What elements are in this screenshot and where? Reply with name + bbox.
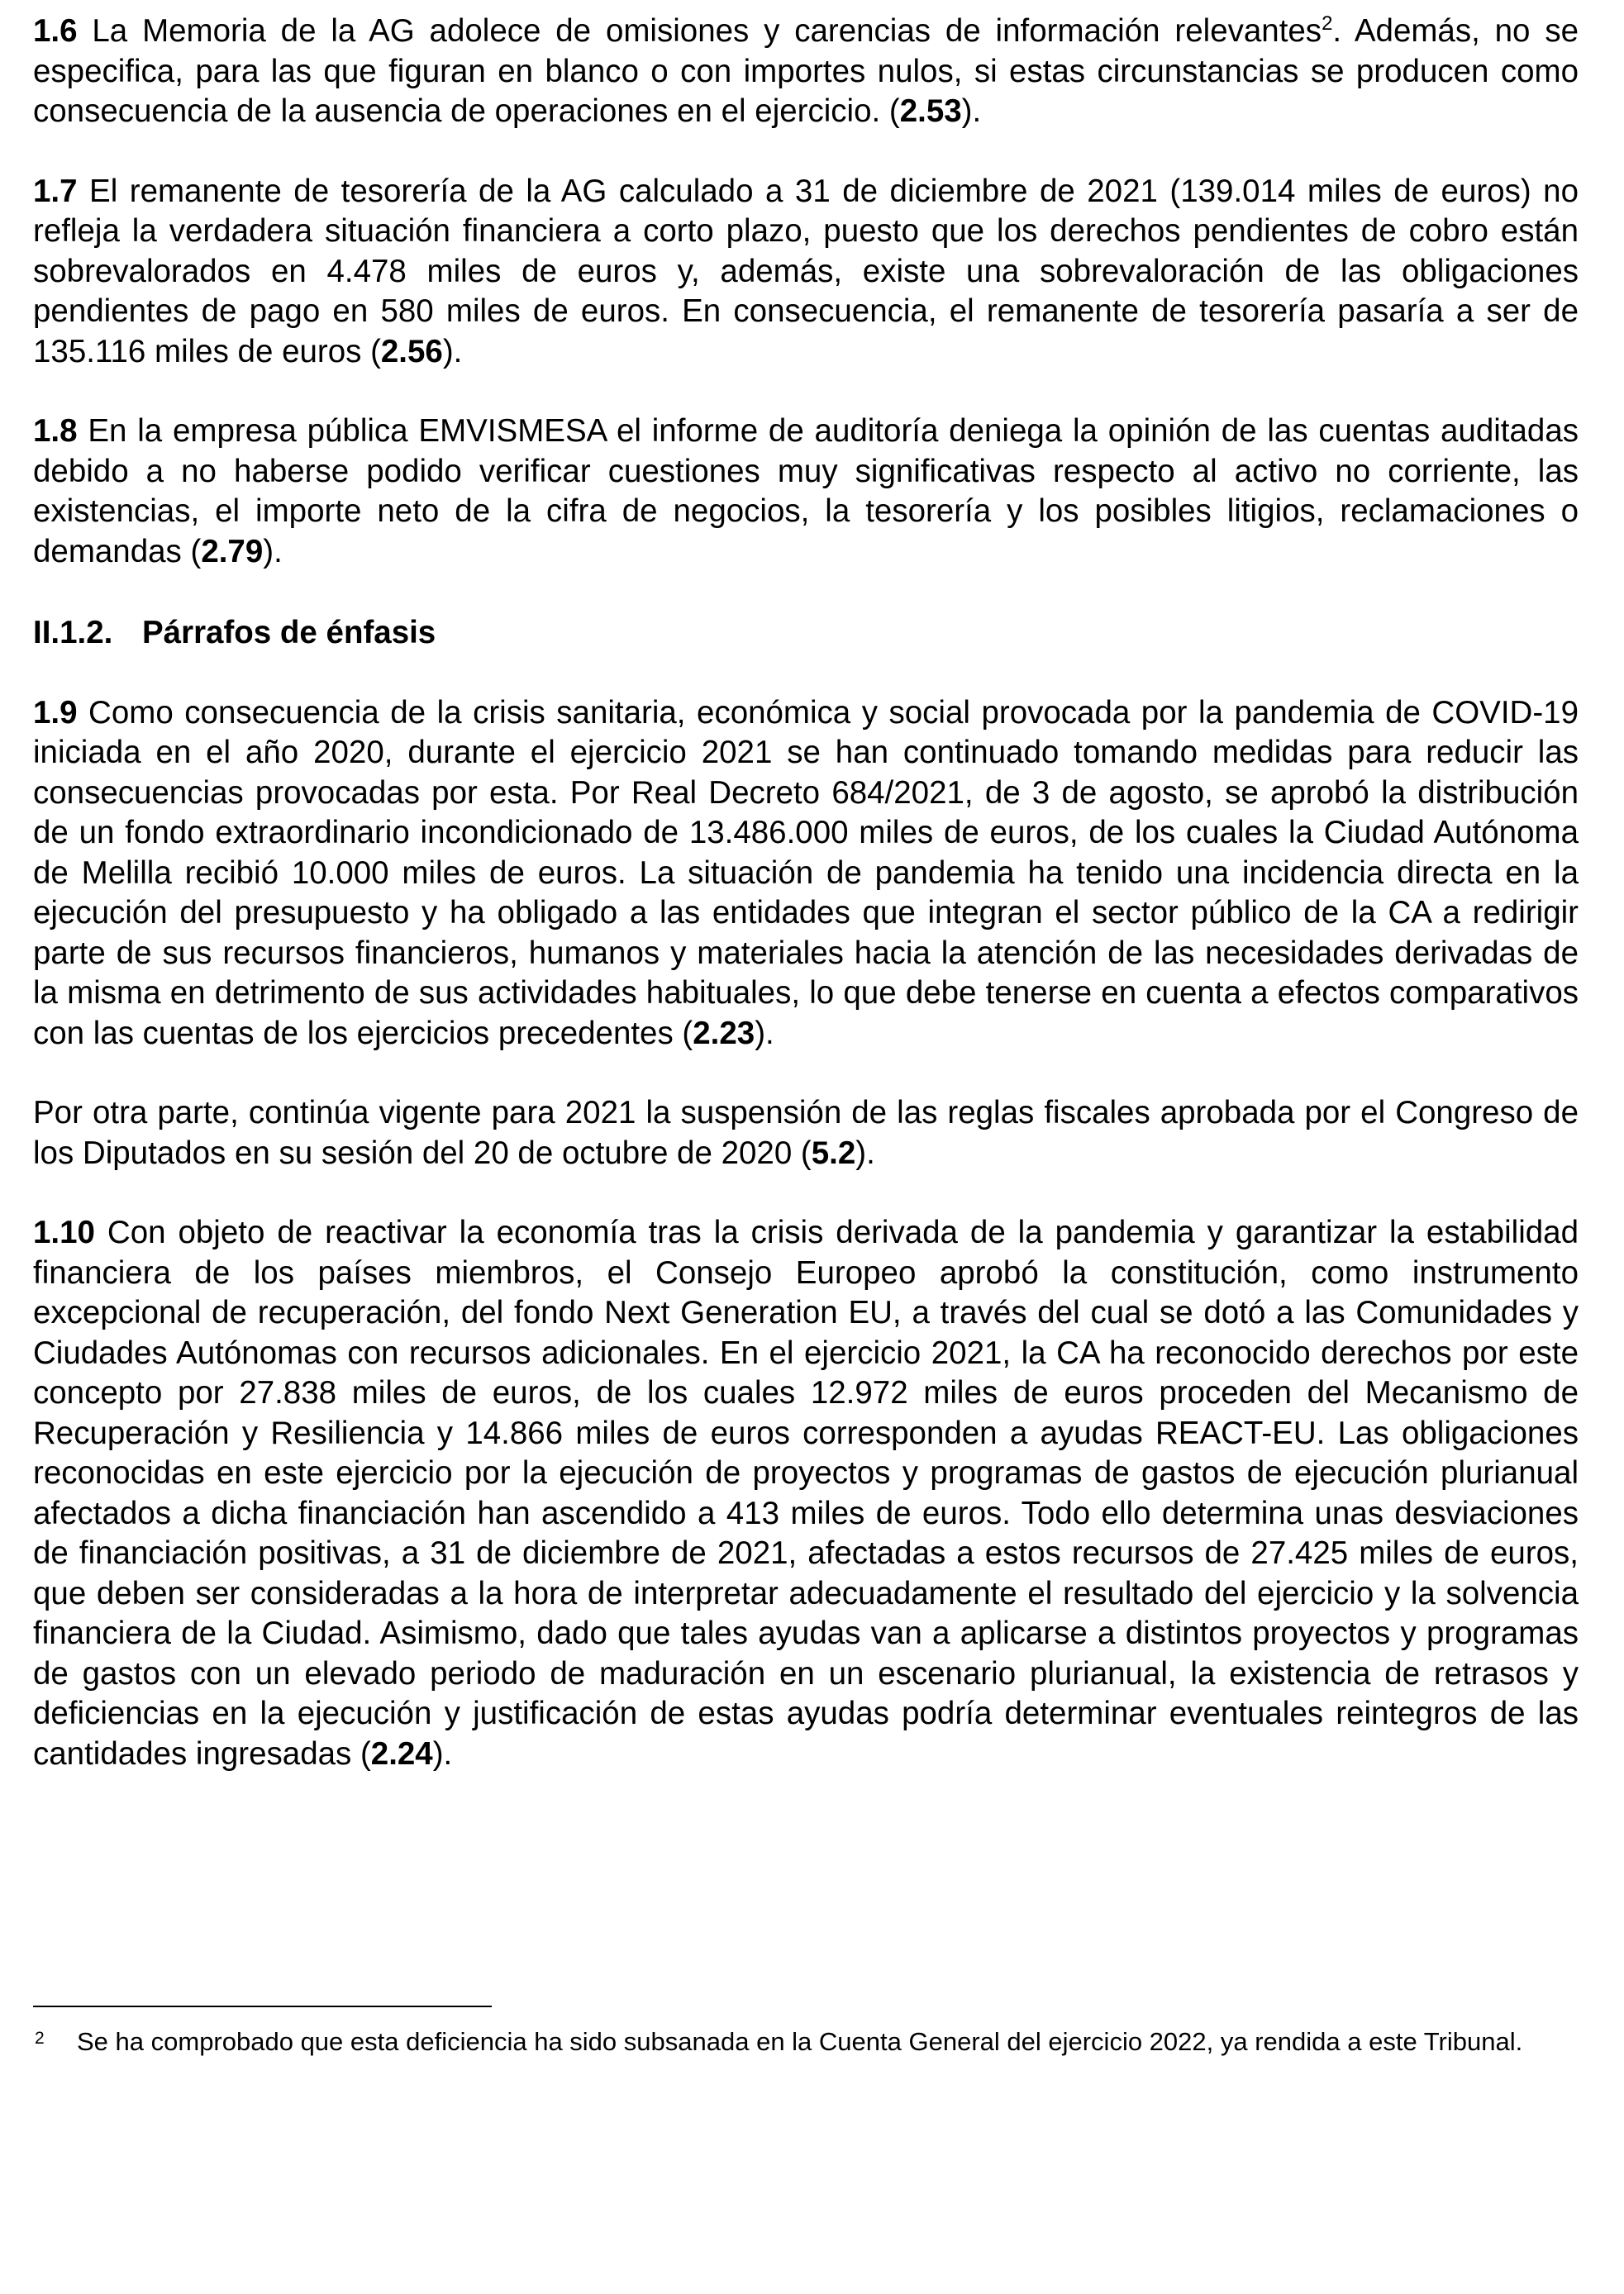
footnote [33,2025,1579,2058]
paragraph-text: La Memoria de la AG adolece de omisiones y carencias de información relevantes [77,13,1322,49]
section-title: Párrafos de énfasis [142,615,436,650]
paragraph-end: ). [755,1015,774,1051]
paragraph-text-continued: . Además, no se especifica, para las que figuran en blanco o con importes nulos, si estas circunstancias se producen como consecuencia de la ausencia de operaciones en el ejercicio. ( [33,13,1579,129]
cross-reference: 2.56 [380,333,443,369]
cross-reference: 2.23 [693,1015,755,1051]
paragraph-number: 1.10 [33,1215,95,1250]
paragraph-end: ). [855,1135,875,1171]
paragraph-end: ). [961,93,982,129]
paragraph-text: Con objeto de reactivar la economía tras la crisis derivada de la pandemia y garantizar la estabilidad financiera de los países miembros, el Consejo Europeo aprobó la constitución, como instrumento excepcional de recuperación, del fondo Next Generation EU, a través del cual se dotó a las Comunidades y Ciudades Autónomas con recursos adicionales. En el ejercicio 2021, la CA ha reconocido derechos por este concepto por 27.838 miles de euros, de los cuales 12.972 miles de euros proceden del Mecanismo de Recuperación y Resiliencia y 14.866 miles de euros corresponden a ayudas REACT-EU. Las obligaciones reconocidas en este ejercicio por la ejecución de proyectos y programas de gastos de ejecución plurianual afectados a dicha financiación han ascendido a 413 miles de euros. Todo ello determina unas desviaciones de financiación positivas, a 31 de diciembre de 2021, afectadas a estos recursos de 27.425 miles de euros, que deben ser consideradas a la hora de interpretar adecuadamente el resultado del ejercicio y la solvencia financiera de la Ciudad. Asimismo, dado que tales ayudas van a aplicarse a distintos proyectos y programas de gastos con un elevado periodo de maduración en un escenario plurianual, la existencia de retrasos y deficiencias en la ejecución y justificación de estas ayudas podría determinar eventuales reintegros de las cantidades ingresadas ( [33,1215,1579,1772]
footnote-mark: 2 [35,2029,45,2048]
paragraph-number: 1.6 [33,13,78,49]
footnote-reference[interactable]: 2 [1322,12,1333,36]
cross-reference: 2.24 [370,1735,433,1772]
paragraph-1-8 [33,412,1579,572]
cross-reference: 2.79 [201,533,264,569]
paragraph-text: Por otra parte, continúa vigente para 2021 la suspensión de las reglas fiscales aprobada por el Congreso de los Diputados en su sesión del 20 de octubre de 2020 ( [33,1095,1579,1171]
paragraph-number: 1.7 [33,173,78,209]
paragraph-end: ). [263,533,283,569]
document-body [33,12,1579,1814]
paragraph-1-7 [33,172,1579,373]
section-number: II.1.2. [33,615,113,650]
cross-reference: 2.53 [899,93,962,129]
paragraph-1-9-continued [33,1093,1579,1173]
paragraph-text: Como consecuencia de la crisis sanitaria, económica y social provocada por la pandemia de COVID-19 iniciada en el año 2020, durante el ejercicio 2021 se han continuado tomando medidas para reducir las consecuencias provocadas por esta. Por Real Decreto 684/2021, de 3 de agosto, se aprobó la distribución de un fondo extraordinario incondicionado de 13.486.000 miles de euros, de los cuales la Ciudad Autónoma de Melilla recibió 10.000 miles de euros. La situación de pandemia ha tenido una incidencia directa en la ejecución del presupuesto y ha obligado a las entidades que integran el sector público de la CA a redirigir parte de sus recursos financieros, humanos y materiales hacia la atención de las necesidades derivadas de la misma en detrimento de sus actividades habituales, lo que debe tenerse en cuenta a efectos comparativos con las cuentas de los ejercicios precedentes ( [33,694,1579,1051]
paragraph-end: ). [442,333,463,369]
paragraph-text: En la empresa pública EMVISMESA el informe de auditoría deniega la opinión de las cuentas auditadas debido a no haberse podido verificar cuestiones muy significativas respecto al activo no corriente, las existencias, el importe neto de la cifra de negocios, la tesorería y los posibles litigios, reclamaciones o demandas ( [33,413,1579,569]
paragraph-1-6 [33,12,1579,132]
paragraph-text: El remanente de tesorería de la AG calculado a 31 de diciembre de 2021 (139.014 miles de euros) no refleja la verdadera situación financiera a corto plazo, puesto que los derechos pendientes de cobro están sobrevalorados en 4.478 miles de euros y, además, existe una sobrevaloración de las obligaciones pendientes de pago en 580 miles de euros. En consecuencia, el remanente de tesorería pasaría a ser de 135.116 miles de euros ( [33,173,1579,369]
paragraph-number: 1.9 [33,694,78,731]
cross-reference: 5.2 [811,1135,856,1171]
footnote-text: Se ha comprobado que esta deficiencia ha sido subsanada en la Cuenta General del ejercicio 2022, ya rendida a este Tribunal. [77,2027,1523,2056]
paragraph-end: ). [432,1735,453,1772]
paragraph-number: 1.8 [33,413,78,449]
paragraph-1-9 [33,693,1579,1054]
section-heading [33,612,1579,654]
paragraph-1-10 [33,1213,1579,1774]
footnote-separator [33,2006,492,2007]
